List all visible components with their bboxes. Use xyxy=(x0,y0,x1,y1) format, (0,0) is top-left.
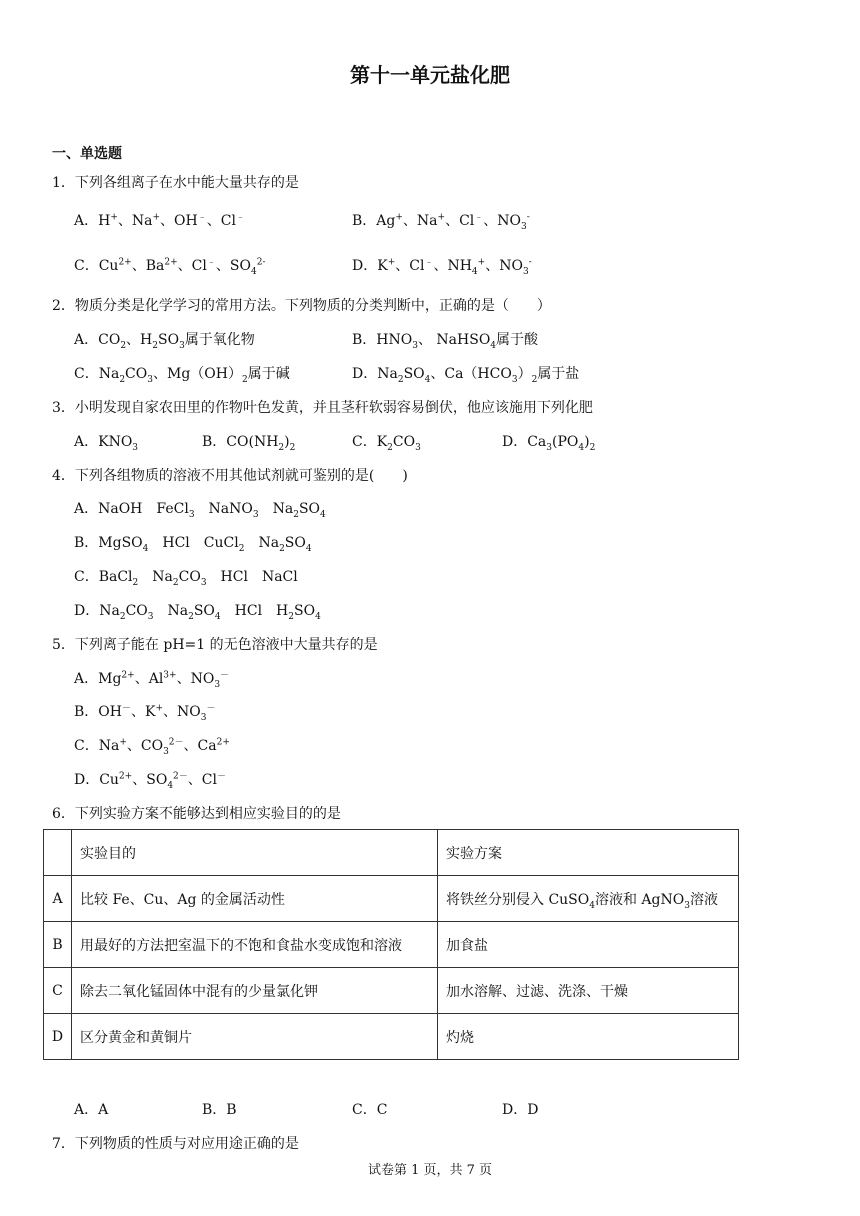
question-3-option-b[interactable]: B．$CO(NH_2)_2$ xyxy=(202,434,296,453)
page-title: 第十一单元盐化肥 xyxy=(350,63,510,87)
row-label: B xyxy=(44,922,72,968)
question-3-option-c[interactable]: C．$K_2CO_3$ xyxy=(352,434,421,453)
question-5-option-c[interactable]: C．Na+、$CO_3^{2-}$、$Ca^{2+}$ xyxy=(74,737,230,757)
row-label: C xyxy=(44,968,72,1014)
table-row xyxy=(44,876,739,922)
question-1-option-d[interactable]: D．K+、Cl﹣、$NH_4^+$、$NO_3^-$ xyxy=(352,257,532,277)
row-plan: 灼烧 xyxy=(438,1014,739,1060)
page-footer: 试卷第 1 页，共 7 页 xyxy=(367,1163,493,1178)
question-6-option-a[interactable]: A．A xyxy=(74,1102,109,1118)
question-2-option-a[interactable]: A．$CO_2$、$H_2SO_3$属于氧化物 xyxy=(74,332,255,351)
section-heading: 一、单选题 xyxy=(52,146,122,162)
table-header-cell: 实验方案 xyxy=(438,830,739,876)
question-4-option-b[interactable]: B．MgSO$_4$ HCl CuCl$_2$ $Na_2SO_4$ xyxy=(74,535,312,554)
row-goal: 除去二氧化锰固体中混有的少量氯化钾 xyxy=(72,968,438,1014)
row-goal: 区分黄金和黄铜片 xyxy=(72,1014,438,1060)
table-row xyxy=(44,1014,739,1060)
question-1-option-c[interactable]: C．$Cu^{2+}$、$Ba^{2+}$、Cl﹣、$SO_4^{2-}$ xyxy=(74,257,266,277)
question-2-option-d[interactable]: D．$Na_2SO_4$、$Ca(HCO_3)_2$属于盐 xyxy=(352,366,580,385)
table-header-row xyxy=(44,830,739,876)
table-row xyxy=(44,922,739,968)
row-label: D xyxy=(44,1014,72,1060)
row-plan: 加食盐 xyxy=(438,922,739,968)
question-2-option-c[interactable]: C．$Na_2CO_3$、$Mg(OH)_2$属于碱 xyxy=(74,366,290,385)
question-6-option-b[interactable]: B．B xyxy=(202,1102,237,1118)
row-goal: 比较 Fe、Cu、Ag 的金属活动性 xyxy=(72,876,438,922)
question-4-option-d[interactable]: D．$Na_2CO_3$ $Na_2SO_4$ HCl $H_2SO_4$ xyxy=(74,603,321,622)
question-6-stem: 6．下列实验方案不能够达到相应实验目的的是 xyxy=(52,806,341,822)
row-goal: 用最好的方法把室温下的不饱和食盐水变成饱和溶液 xyxy=(72,922,438,968)
question-7-stem: 7．下列物质的性质与对应用途正确的是 xyxy=(52,1136,299,1152)
question-6-option-c[interactable]: C．C xyxy=(352,1102,388,1118)
question-5-stem: 5．下列离子能在 pH=1 的无色溶液中大量共存的是 xyxy=(52,637,378,653)
question-1-stem: 1．下列各组离子在水中能大量共存的是 xyxy=(52,175,299,191)
row-plan: 将铁丝分别侵入 CuSO$_4$溶液和 AgNO$_3$溶液 xyxy=(438,876,739,922)
row-plan: 加水溶解、过滤、洗涤、干燥 xyxy=(438,968,739,1014)
table-header-cell: 实验目的 xyxy=(72,830,438,876)
row-label: A xyxy=(44,876,72,922)
question-3-option-a[interactable]: A．$KNO_3$ xyxy=(74,434,139,453)
question-5-option-b[interactable]: B．OH－、K+、$NO_3^-$ xyxy=(74,703,216,723)
question-2-option-b[interactable]: B．$HNO_3$、 NaHSO$_4$属于酸 xyxy=(352,332,539,351)
question-5-option-d[interactable]: D．$Cu^{2+}$、$SO_4^{2-}$、Cl－ xyxy=(74,771,226,791)
question-6-option-d[interactable]: D．D xyxy=(502,1102,539,1118)
table-header-cell xyxy=(44,830,72,876)
question-3-stem: 3．小明发现自家农田里的作物叶色发黄，并且茎秆软弱容易倒伏，他应该施用下列化肥 xyxy=(52,400,593,416)
question-5-option-a[interactable]: A．$Mg^{2+}$、$Al^{3+}$、$NO_3^-$ xyxy=(74,670,230,690)
table-row xyxy=(44,968,739,1014)
experiment-table xyxy=(43,829,739,1060)
question-4-option-c[interactable]: C．BaCl$_2$ $Na_2CO_3$ HCl NaCl xyxy=(74,569,298,588)
question-1-option-b[interactable]: B．Ag+、Na+、Cl﹣、$NO_3^-$ xyxy=(352,212,530,232)
question-4-option-a[interactable]: A．NaOH FeCl$_3$ NaNO$_3$ $Na_2SO_4$ xyxy=(74,501,326,520)
question-4-stem: 4．下列各组物质的溶液不用其他试剂就可鉴别的是( ) xyxy=(52,468,408,484)
question-3-option-d[interactable]: D．$Ca_3(PO_4)_2$ xyxy=(502,434,596,453)
question-1-option-a[interactable]: A．H+、Na+、OH﹣、Cl﹣ xyxy=(74,212,245,229)
question-2-stem: 2．物质分类是化学学习的常用方法。下列物质的分类判断中，正确的是（ ） xyxy=(52,298,551,314)
